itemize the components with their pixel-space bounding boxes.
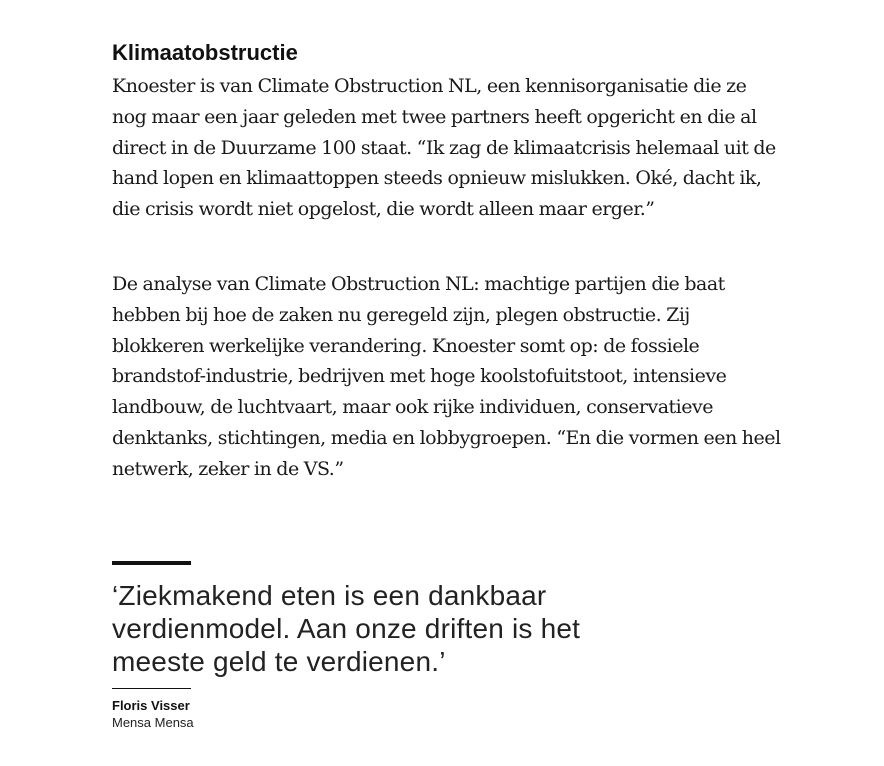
pull-quote: [112, 561, 632, 731]
quote-author-role: Mensa Mensa: [112, 715, 194, 730]
paragraph-2: De analyse van Climate Obstruction NL: machtige partijen die baat hebben bij hoe de zaken nu geregeld zijn, plegen obstructie. Zij blokkeren werkelijke verandering. Knoester somt op: de fossiele brandstof-industrie, bedrijven met hoge koolstofuitstoot, intensieve landbouw, de luchtvaart, maar ook rijke individuen, conservatieve denktanks, stichtingen, media en lobbygroepen. “En die vormen een heel netwerk, zeker in de VS.”: [112, 272, 781, 480]
author-divider: [112, 688, 191, 689]
paragraph-1: Knoester is van Climate Obstruction NL, een kennisorganisatie die ze nog maar een jaar geleden met twee partners heeft opgericht en die al direct in de Duurzame 100 staat. “Ik zag de klimaatcrisis helemaal uit de hand lopen en klimaattoppen steeds opnieuw mislukken. Oké, dacht ik, die crisis wordt niet opgelost, die wordt alleen maar erger.”: [112, 75, 776, 221]
section-heading: Klimaatobstructie: [112, 40, 298, 65]
article-body: [112, 38, 782, 485]
quote-text: ‘Ziekmakend eten is een dankbaar verdienmodel. Aan onze driften is het meeste geld te verdienen.’: [112, 580, 581, 677]
quote-author-name: Floris Visser: [112, 698, 190, 713]
quote-divider: [112, 561, 191, 565]
